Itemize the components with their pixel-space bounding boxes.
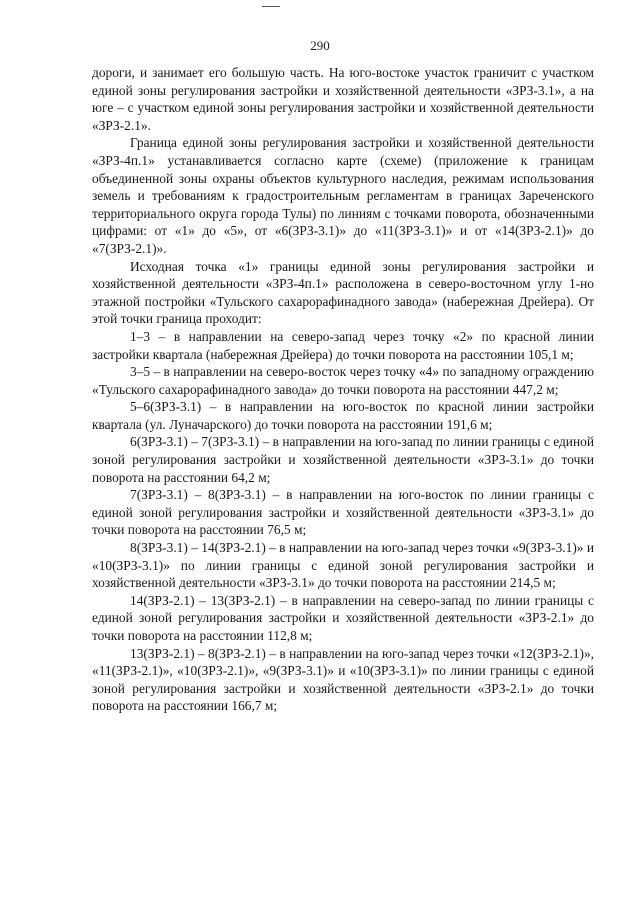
paragraph-segment-1-3: 1–3 – в направлении на северо-запад через точку «2» по красной линии застройки квартала (набережная Дрейера) до точки поворота на расстоянии 105,1 м; <box>92 328 594 362</box>
page-number: 290 <box>310 38 330 53</box>
paragraph-boundary-definition: Граница единой зоны регулирования застройки и хозяйственной деятельности «ЗРЗ-4п.1» устанавливается согласно карте (схеме) (приложение к границам объединенной зоны охраны объектов культурного наследия, режимам использования земель и требованиям к градостроительным регламентам в границах Зареченского территориального округа города Тулы) по линиям с точками поворота, обозначенными цифрами: от «1» до «5», от «6(ЗРЗ-3.1)» до «11(ЗРЗ-3.1)» и от «14(ЗРЗ-2.1)» до «7(ЗРЗ-2.1)». <box>92 135 594 256</box>
paragraph-segment-13-8: 13(ЗРЗ-2.1) – 8(ЗРЗ-2.1) – в направлении на юго-запад через точки «12(ЗРЗ-2.1)», «11(ЗРЗ-2.1)», «10(ЗРЗ-2.1)», «9(ЗРЗ-3.1)» и «10(ЗРЗ-3.1)» по линии границы с единой зоной регулирования застройки и хозяйственной деятельности «ЗРЗ-2.1» до точки поворота на расстоянии 166,7 м; <box>92 645 594 714</box>
scan-artifact <box>262 6 280 7</box>
paragraph-segment-6-7: 6(ЗРЗ-3.1) – 7(ЗРЗ-3.1) – в направлении на юго-запад по линии границы с единой зоной регулирования застройки и хозяйственной деятельности «ЗРЗ-3.1» до точки поворота на расстоянии 64,2 м; <box>92 434 594 485</box>
paragraph-segment-8-14: 8(ЗРЗ-3.1) – 14(ЗРЗ-2.1) – в направлении на юго-запад через точки «9(ЗРЗ-3.1)» и «10(ЗРЗ-3.1)» по линии границы с единой зоной регулирования застройки и хозяйственной деятельности «ЗРЗ-3.1» до точки поворота на расстоянии 214,5 м; <box>92 540 594 591</box>
paragraph-segment-5-6: 5–6(ЗРЗ-3.1) – в направлении на юго-восток по красной линии застройки квартала (ул. Луначарского) до точки поворота на расстоянии 191,6 м; <box>92 399 594 432</box>
paragraph-segment-14-13: 14(ЗРЗ-2.1) – 13(ЗРЗ-2.1) – в направлении на северо-запад по линии границы с единой зоной регулирования застройки и хозяйственной деятельности «ЗРЗ-2.1» до точки поворота на расстоянии 112,8 м; <box>92 592 594 643</box>
paragraph-start-point: Исходная точка «1» границы единой зоны регулирования застройки и хозяйственной деятельности «ЗРЗ-4п.1» расположена в северо-восточном углу 1-но этажной постройки «Тульского сахарорафинадного завода» (набережная Дрейера). От этой точки граница проходит: <box>92 258 594 327</box>
paragraph-segment-3-5: 3–5 – в направлении на северо-восток через точку «4» по западному ограждению «Тульского сахарорафинадного завода» до точки поворота на расстоянии 447,2 м; <box>92 364 594 397</box>
document-body <box>92 64 594 715</box>
paragraph-segment-7-8: 7(ЗРЗ-3.1) – 8(ЗРЗ-3.1) – в направлении на юго-восток по линии границы с единой зоной регулирования застройки и хозяйственной деятельности «ЗРЗ-3.1» до точки поворота на расстоянии 76,5 м; <box>92 487 594 538</box>
paragraph-continuation: дороги, и занимает его большую часть. На юго-востоке участок граничит с участком единой зоны регулирования застройки и хозяйственной деятельности «ЗРЗ-3.1», а на юге – с участком единой зоны регулирования застройки и хозяйственной деятельности «ЗРЗ-2.1». <box>92 65 594 133</box>
